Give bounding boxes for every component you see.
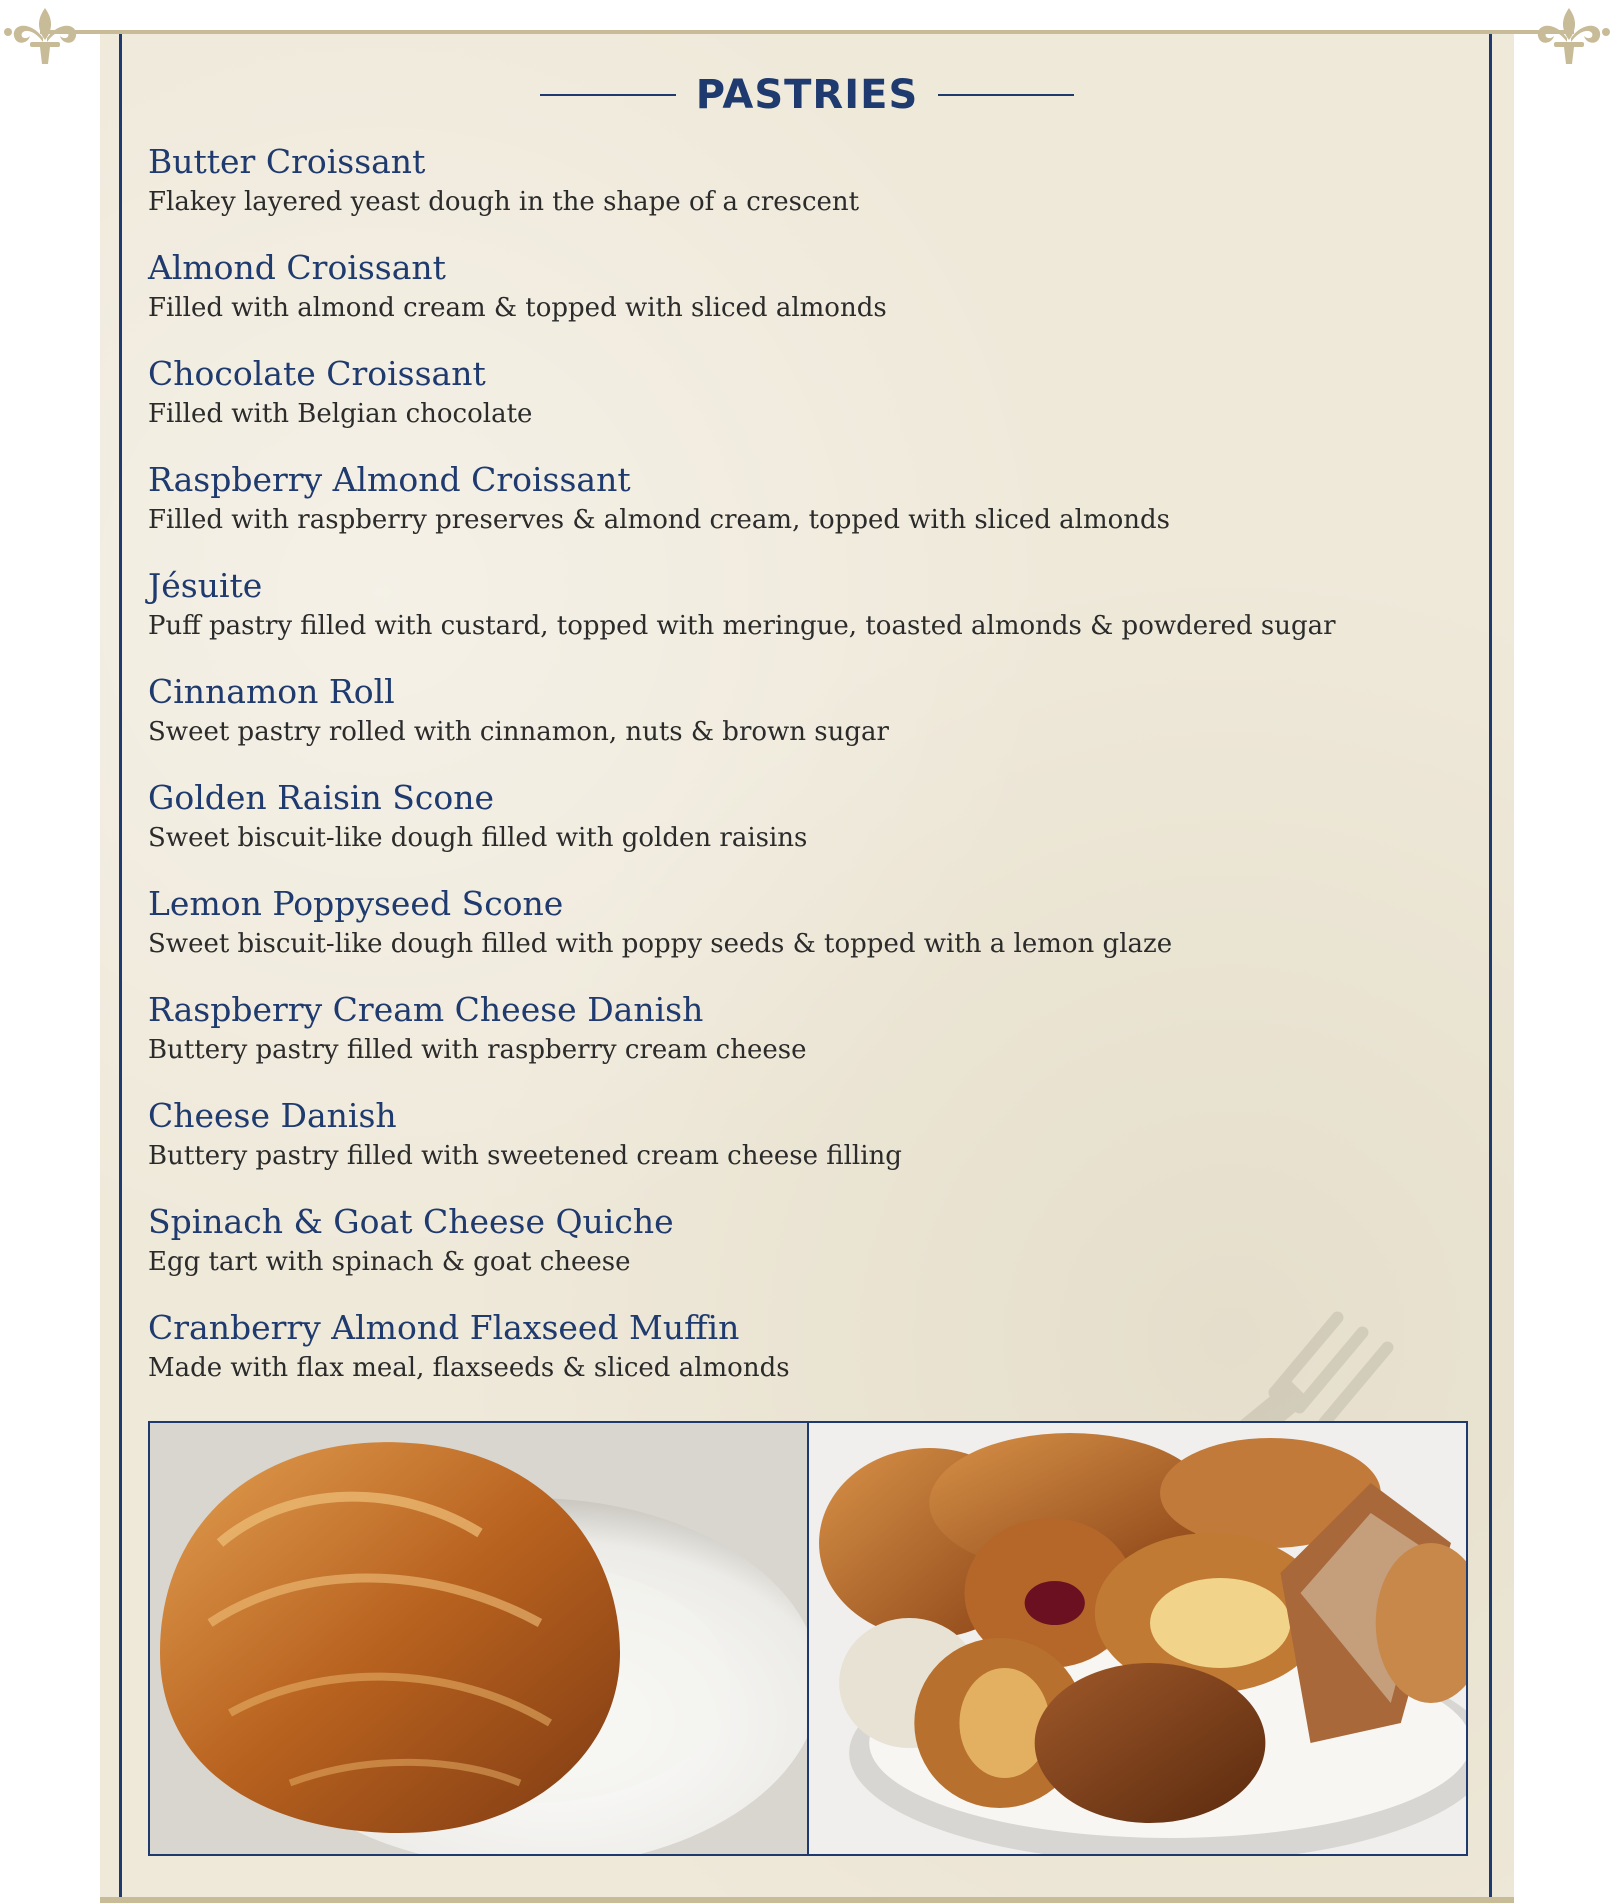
item-description: Sweet biscuit-like dough filled with golden raisins bbox=[148, 823, 808, 853]
item-name: Spinach & Goat Cheese Quiche bbox=[148, 1202, 674, 1241]
item-name: Jésuite bbox=[148, 566, 263, 605]
fleur-de-lis-icon bbox=[1524, 0, 1614, 70]
item-name: Cinnamon Roll bbox=[148, 672, 395, 711]
item-description: Made with flax meal, flaxseeds & sliced almonds bbox=[148, 1353, 790, 1383]
item-description: Filled with almond cream & topped with sliced almonds bbox=[148, 293, 887, 323]
left-border-line bbox=[119, 34, 122, 1897]
menu-item bbox=[148, 246, 1488, 352]
menu-item bbox=[148, 352, 1488, 458]
menu-item bbox=[148, 1306, 1488, 1412]
item-name: Butter Croissant bbox=[148, 142, 426, 181]
item-description: Egg tart with spinach & goat cheese bbox=[148, 1247, 631, 1277]
right-border-line bbox=[1489, 34, 1492, 1897]
menu-item bbox=[148, 988, 1488, 1094]
fleur-de-lis-icon bbox=[0, 0, 90, 70]
item-description: Flakey layered yeast dough in the shape of a crescent bbox=[148, 187, 860, 217]
item-name: Chocolate Croissant bbox=[148, 354, 486, 393]
menu-items bbox=[148, 140, 1488, 1412]
item-description: Buttery pastry filled with sweetened cream cheese filling bbox=[148, 1141, 902, 1171]
item-description: Buttery pastry filled with raspberry cream cheese bbox=[148, 1035, 807, 1065]
item-name: Golden Raisin Scone bbox=[148, 778, 494, 817]
menu-item bbox=[148, 1200, 1488, 1306]
item-description: Filled with raspberry preserves & almond cream, topped with sliced almonds bbox=[148, 505, 1171, 535]
item-description: Filled with Belgian chocolate bbox=[148, 399, 533, 429]
menu-item bbox=[148, 882, 1488, 988]
menu-item bbox=[148, 564, 1488, 670]
croissant-photo bbox=[150, 1423, 809, 1854]
menu-item bbox=[148, 140, 1488, 246]
item-name: Raspberry Cream Cheese Danish bbox=[148, 990, 704, 1029]
item-name: Lemon Poppyseed Scone bbox=[148, 884, 564, 923]
menu-item bbox=[148, 1094, 1488, 1200]
bottom-ornament-rule bbox=[100, 1897, 1514, 1903]
item-name: Cheese Danish bbox=[148, 1096, 397, 1135]
item-description: Puff pastry filled with custard, topped with meringue, toasted almonds & powdered sugar bbox=[148, 611, 1336, 641]
heading-rule-right bbox=[938, 94, 1074, 96]
menu-item bbox=[148, 776, 1488, 882]
pastry-assortment-photo bbox=[809, 1423, 1466, 1854]
item-description: Sweet pastry rolled with cinnamon, nuts & brown sugar bbox=[148, 717, 889, 747]
heading-rule-left bbox=[540, 94, 676, 96]
menu-item bbox=[148, 458, 1488, 564]
section-title: PASTRIES bbox=[695, 72, 919, 118]
item-description: Sweet biscuit-like dough filled with poppy seeds & topped with a lemon glaze bbox=[148, 929, 1173, 959]
item-name: Cranberry Almond Flaxseed Muffin bbox=[148, 1308, 740, 1347]
item-name: Almond Croissant bbox=[148, 248, 446, 287]
menu-item bbox=[148, 670, 1488, 776]
photo-strip bbox=[148, 1421, 1468, 1856]
item-name: Raspberry Almond Croissant bbox=[148, 460, 631, 499]
section-heading bbox=[540, 70, 1074, 120]
